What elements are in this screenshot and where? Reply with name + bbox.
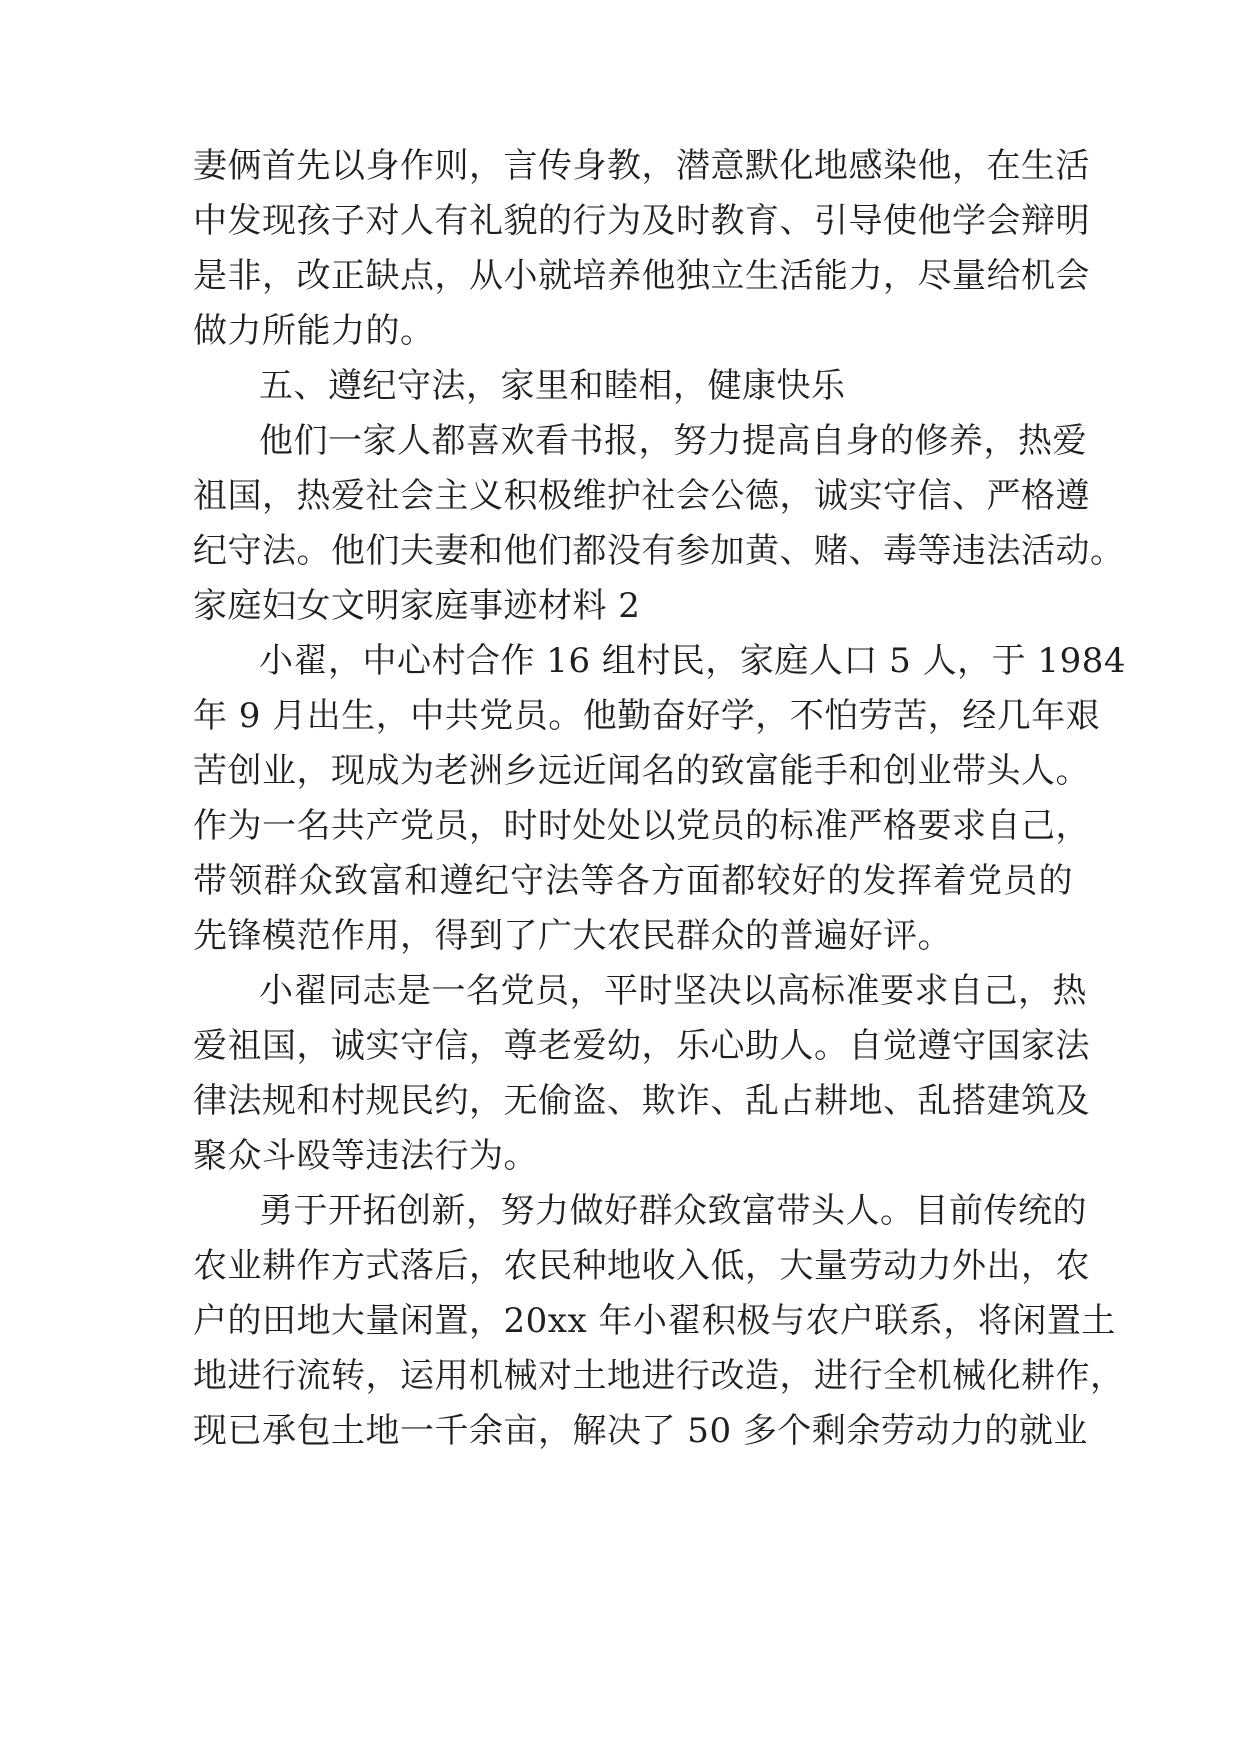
text-line: 他们一家人都喜欢看书报，努力提高自身的修养，热爱: [259, 421, 1087, 461]
text-line: 是非，改正缺点，从小就培养他独立生活能力，尽量给机会: [193, 256, 1090, 296]
text-line: 地进行流转，运用机械对土地进行改造，进行全机械化耕作，: [193, 1356, 1125, 1396]
text-line: 爱祖国，诚实守信，尊老爱幼，乐心助人。自觉遵守国家法: [193, 1026, 1090, 1066]
text-line: 祖国，热爱社会主义积极维护社会公德，诚实守信、严格遵: [193, 476, 1090, 516]
text-line: 妻俩首先以身作则，言传身教，潜意默化地感染他，在生活: [193, 146, 1090, 186]
text-line: 农业耕作方式落后，农民种地收入低，大量劳动力外出，农: [193, 1246, 1090, 1286]
text-line: 勇于开拓创新，努力做好群众致富带头人。目前传统的: [259, 1191, 1087, 1231]
text-line: 年 9 月出生，中共党员。他勤奋好学，不怕劳苦，经几年艰: [193, 696, 1101, 736]
text-line: 现已承包土地一千余亩，解决了 50 多个剩余劳动力的就业: [193, 1411, 1088, 1451]
text-line: 作为一名共产党员，时时处处以党员的标准严格要求自己，: [193, 806, 1090, 846]
text-line: 先锋模范作用，得到了广大农民群众的普遍好评。: [193, 916, 952, 956]
text-line: 小翟，中心村合作 16 组村民，家庭人口 5 人，于 1984: [259, 641, 1126, 681]
text-line: 聚众斗殴等违法行为。: [193, 1136, 538, 1176]
text-line: 户的田地大量闲置，20xx 年小翟积极与农户联系，将闲置土: [193, 1301, 1116, 1341]
text-line: 纪守法。他们夫妻和他们都没有参加黄、赌、毒等违法活动。: [193, 531, 1125, 571]
text-line: 律法规和村规民约，无偷盗、欺诈、乱占耕地、乱搭建筑及: [193, 1081, 1090, 1121]
text-line: 苦创业，现成为老洲乡远近闻名的致富能手和创业带头人。: [193, 751, 1090, 791]
text-line: 做力所能力的。: [193, 311, 435, 351]
document-title: 家庭妇女文明家庭事迹材料 2: [193, 586, 641, 626]
text-line: 带领群众致富和遵纪守法等各方面都较好的发挥着党员的: [193, 861, 1073, 901]
text-line: 小翟同志是一名党员，平时坚决以高标准要求自己，热: [259, 971, 1087, 1011]
section-heading: 五、遵纪守法，家里和睦相，健康快乐: [259, 366, 846, 406]
text-line: 中发现孩子对人有礼貌的行为及时教育、引导使他学会辩明: [193, 201, 1090, 241]
